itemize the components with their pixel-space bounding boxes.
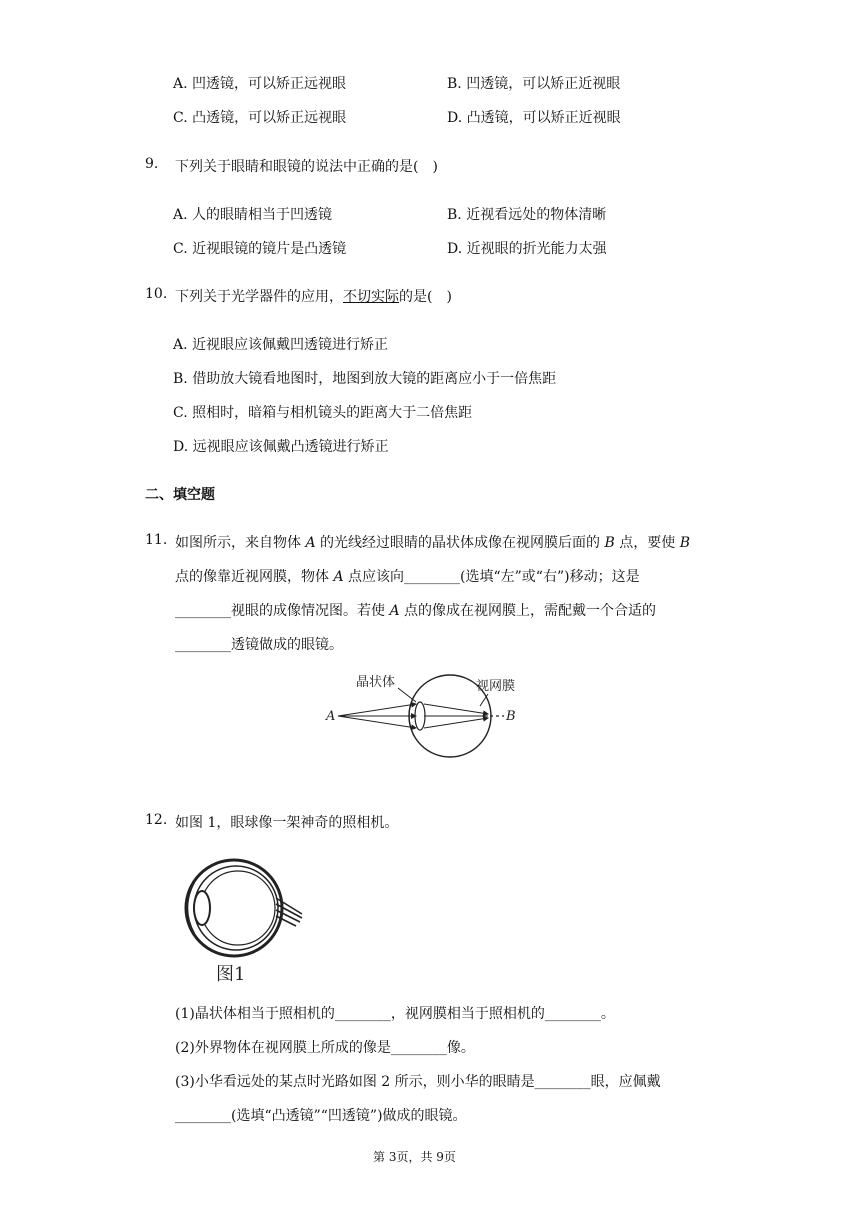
retina-label: 视网膜 <box>476 679 516 694</box>
eyeball-figure <box>176 856 308 986</box>
ray-bottom <box>338 716 416 728</box>
lens-pointer <box>398 688 416 702</box>
q10-option-b: B. 借助放大镜看地图时，地图到放大镜的距离应小于一倍焦距 <box>173 371 557 387</box>
q11-line1 <box>175 532 690 552</box>
q9-option-c: C. 近视眼镜的镜片是凸透镜 <box>173 241 347 257</box>
q9-number: 9. <box>145 156 159 172</box>
q11-text: 点应该向________(选填“左”或“右”)移动；这是 <box>343 569 640 585</box>
q10-stem-underlined: 不切实际 <box>343 289 399 305</box>
q12-part3: (3)小华看远处的某点时光路如图 2 所示，则小华的眼睛是________眼，应佩戴 <box>175 1074 661 1090</box>
q11-text: 点，要使 <box>614 535 680 551</box>
q11-line4: ________透镜做成的眼镜。 <box>175 637 343 653</box>
q8-option-d: D. 凸透镜，可以矫正近视眼 <box>447 110 621 126</box>
q10-stem-pre: 下列关于光学器件的应用， <box>175 289 343 305</box>
lens-shape <box>415 702 425 730</box>
q11-text: ________视眼的成像情况图。若使 <box>175 603 390 619</box>
q10-option-d: D. 远视眼应该佩戴凸透镜进行矫正 <box>173 439 389 455</box>
q9-option-b: B. 近视看远处的物体清晰 <box>447 207 607 223</box>
q11-text: 如图所示，来自物体 <box>175 535 306 551</box>
q9-option-a: A. 人的眼睛相当于凹透镜 <box>173 207 333 223</box>
q11-text: 点的像成在视网膜上，需配戴一个合适的 <box>399 603 657 619</box>
q12-part2: (2)外界物体在视网膜上所成的像是________像。 <box>175 1040 475 1056</box>
q10-option-a: A. 近视眼应该佩戴凹透镜进行矫正 <box>173 337 389 353</box>
lens-icon <box>194 891 210 925</box>
q10-number: 10. <box>145 286 168 302</box>
figure-1-label: 图1 <box>216 964 246 985</box>
page-footer: 第 3页，共 9页 <box>373 1150 456 1164</box>
q8-option-b: B. 凹透镜，可以矫正近视眼 <box>447 76 621 92</box>
q9-stem: 下列关于眼睛和眼镜的说法中正确的是( ) <box>175 159 438 175</box>
q8-option-c: C. 凸透镜，可以矫正远视眼 <box>173 110 347 126</box>
q10-option-c: C. 照相时，暗箱与相机镜头的距离大于二倍焦距 <box>173 405 473 421</box>
q11-var: A <box>333 569 344 585</box>
q10-stem <box>175 286 452 306</box>
q11-number: 11. <box>145 532 168 548</box>
ray-bottom-inside <box>424 718 488 728</box>
eyeball-inner <box>201 871 275 945</box>
q12-part1: (1)晶状体相当于照相机的________，视网膜相当于照相机的________。 <box>175 1006 615 1022</box>
point-b-label: B <box>506 709 516 724</box>
q10-stem-post: 的是( ) <box>399 289 452 305</box>
eye-diagram-figure <box>320 668 540 778</box>
ray-top <box>338 704 416 716</box>
q12-number: 12. <box>145 812 168 828</box>
q11-var: A <box>305 535 316 551</box>
q11-var: B <box>679 535 690 551</box>
point-a-label: A <box>326 709 336 724</box>
q11-text: 的光线经过眼睛的晶状体成像在视网膜后面的 <box>315 535 605 551</box>
q11-text: 点的像靠近视网膜，物体 <box>175 569 334 585</box>
q11-line3 <box>175 600 656 620</box>
lens-label: 晶状体 <box>356 675 396 690</box>
q11-var: A <box>389 603 400 619</box>
q9-option-d: D. 近视眼的折光能力太强 <box>447 241 607 257</box>
ray-top-inside <box>424 704 488 714</box>
q11-line2 <box>175 566 640 586</box>
q11-var: B <box>604 535 615 551</box>
q12-part4: ________(选填“凸透镜”“凹透镜”)做成的眼镜。 <box>175 1108 467 1124</box>
q8-option-a: A. 凹透镜，可以矫正远视眼 <box>173 76 347 92</box>
retina-pointer <box>480 694 488 706</box>
q12-stem: 如图 1，眼球像一架神奇的照相机。 <box>175 815 399 831</box>
section-heading: 二、填空题 <box>145 487 215 503</box>
